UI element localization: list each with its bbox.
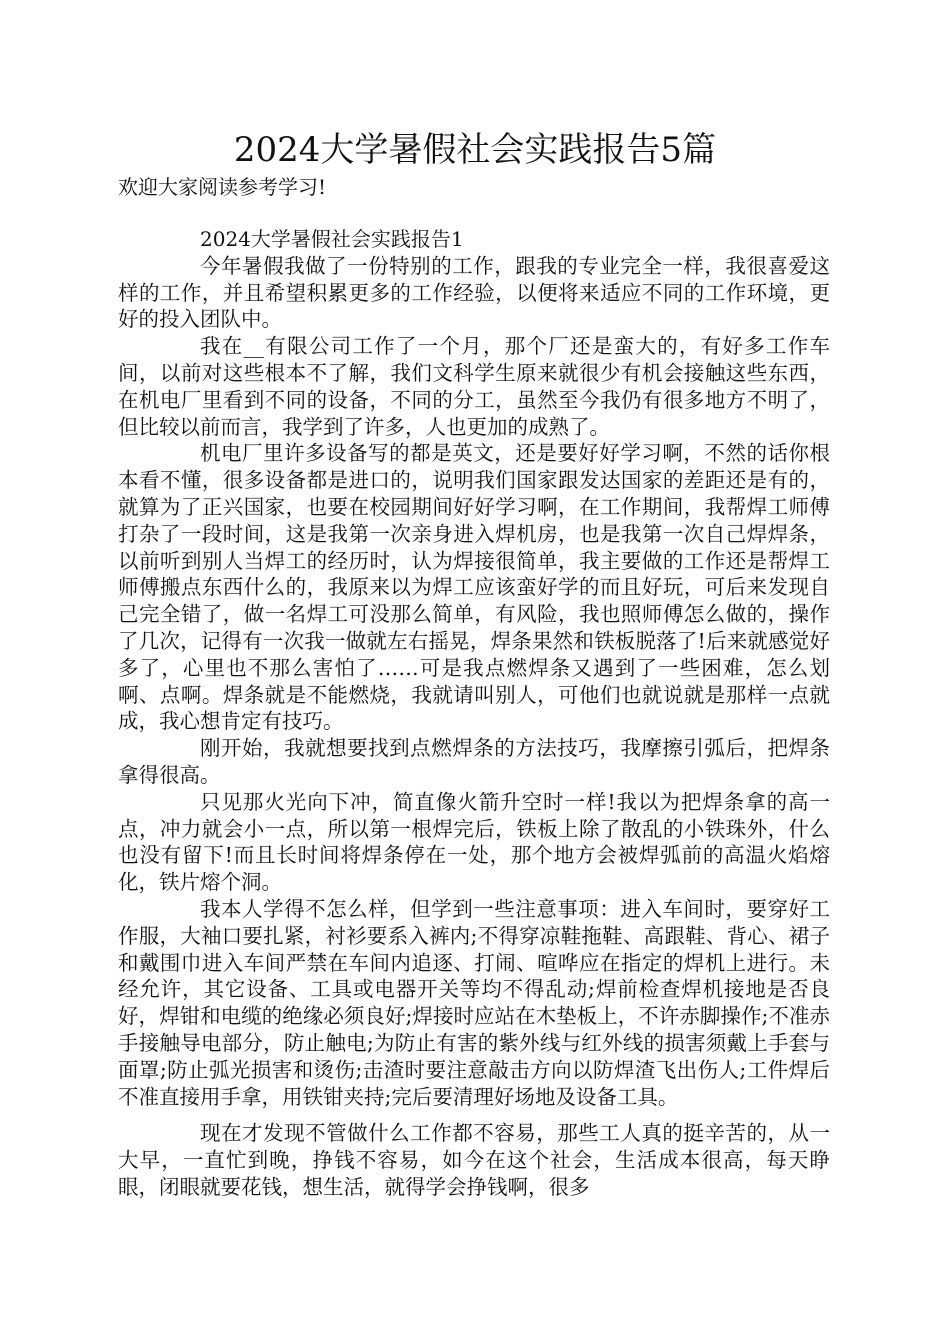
paragraph: 我在__有限公司工作了一个月，那个厂还是蛮大的，有好多工作车间，以前对这些根本不了解，我们文科学生原来就很少有机会接触这些东西，在机电厂里看到不同的设备，不同的分工，虽然至今我仍有很多地方不明了，但比较以前而言，我学到了许多，人也更加的成熟了。: [118, 334, 830, 439]
paragraph: 我本人学得不怎么样，但学到一些注意事项：进入车间时，要穿好工作服，大袖口要扎紧，衬衫要系入裤内;不得穿凉鞋拖鞋、高跟鞋、背心、裙子和戴围巾进入车间严禁在车间内追逐、打闹、喧哗应在指定的焊机上进行。未经允许，其它设备、工具或电器开关等均不得乱动;焊前检查焊机接地是否良好，焊钳和电缆的绝缘必须良好;焊接时应站在木垫板上，不许赤脚操作;不准赤手接触导电部分，防止触电;为防止有害的紫外线与红外线的损害须戴上手套与面罩;防止弧光损害和烫伤;击渣时要注意敲击方向以防焊渣飞出伤人;工件焊后不准直接用手拿，用铁钳夹持;完后要清理好场地及设备工具。: [118, 896, 830, 1109]
paragraph: 刚开始，我就想要找到点燃焊条的方法技巧，我摩擦引弧后，把焊条拿得很高。: [118, 736, 830, 787]
document-title: 2024大学暑假社会实践报告5篇: [233, 130, 717, 170]
paragraph: 现在才发现不管做什么工作都不容易，那些工人真的挺辛苦的，从一大早，一直忙到晚，挣钱不容易，如今在这个社会，生活成本很高，每天睁眼，闭眼就要花钱，想生活，就得学会挣钱啊，很多: [118, 1121, 830, 1199]
paragraph: 今年暑假我做了一份特别的工作，跟我的专业完全一样，我很喜爱这样的工作，并且希望积累更多的工作经验，以便将来适应不同的工作环境，更好的投入团队中。: [118, 253, 830, 332]
paragraph: 只见那火光向下冲，简直像火箭升空时一样!我以为把焊条拿的高一点，冲力就会小一点，所以第一根焊完后，铁板上除了散乱的小铁珠外，什么也没有留下!而且长时间将焊条停在一处，那个地方会被焊弧前的高温火焰熔化，铁片熔个洞。: [118, 789, 830, 895]
section-heading: 2024大学暑假社会实践报告1: [200, 227, 464, 251]
paragraph: 机电厂里许多设备写的都是英文，还是要好好学习啊，不然的话你根本看不懂，很多设备都是进口的，说明我们国家跟发达国家的差距还是有的，就算为了正兴国家，也要在校园期间好好学习啊，在工作期间，我帮焊工师傅打杂了一段时间，这是我第一次亲身进入焊机房，也是我第一次自己焊焊条，以前听到别人当焊工的经历时，认为焊接很简单，我主要做的工作还是帮焊工师傅搬点东西什么的，我原来以为焊工应该蛮好学的而且好玩，可后来发现自己完全错了，做一名焊工可没那么简单，有风险，我也照师傅怎么做的，操作了几次，记得有一次我一做就左右摇晃，焊条果然和铁板脱落了!后来就感觉好多了，心里也不那么害怕了……可是我点燃焊条又遇到了一些困难，怎么划啊、点啊。焊条就是不能燃烧，我就请叫别人，可他们也就说就是那样一点就成，我心想肯定有技巧。: [118, 441, 830, 734]
welcome-line: 欢迎大家阅读参考学习!: [118, 175, 327, 199]
document-body: [118, 226, 830, 1201]
